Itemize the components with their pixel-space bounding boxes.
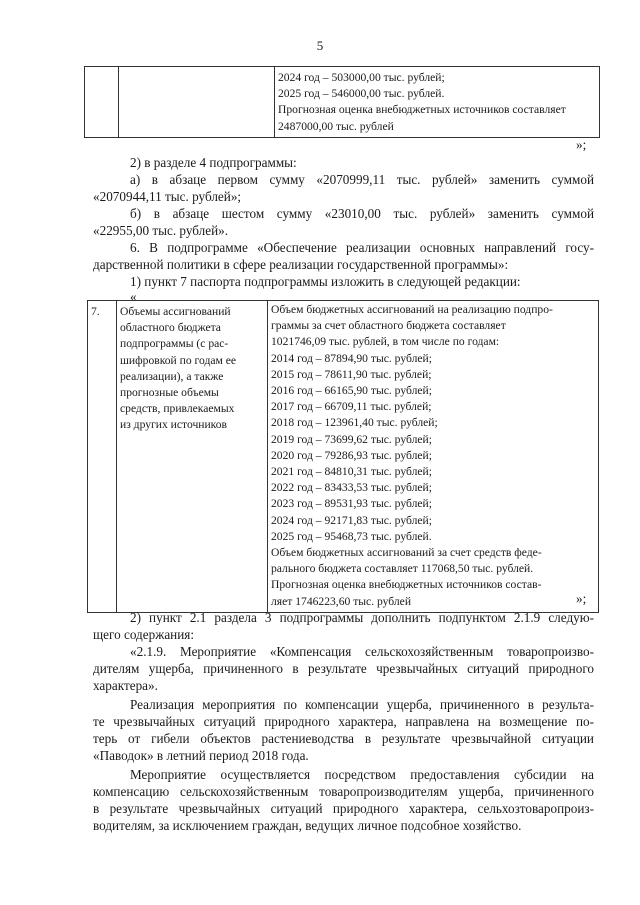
table-line: Объем бюджетных ассигнований за счет средств феде-	[271, 546, 542, 560]
passport-item-7-table	[87, 300, 599, 613]
paragraph-line: характера».	[93, 678, 158, 693]
paragraph-line: дарственной политики в сфере реализации государственной программы»:	[93, 257, 509, 272]
table-line: прогнозные объемы	[120, 386, 219, 400]
paragraph-line: 1) пункт 7 паспорта подпрограммы изложить в следующей редакции:	[130, 274, 521, 289]
table-line: 2022 год – 83433,53 тыс. рублей;	[271, 481, 432, 495]
paragraph-line: 2) в разделе 4 подпрограммы:	[130, 155, 297, 170]
table-cell-number: 7.	[88, 301, 117, 613]
paragraph-line: «Паводок» в летний период 2018 года.	[93, 748, 309, 763]
table-line: 2016 год – 66165,90 тыс. рублей;	[271, 384, 432, 398]
table-line: 2017 год – 66709,11 тыс. рублей;	[271, 400, 432, 414]
table-line: Объемы ассигнований	[120, 305, 231, 318]
table-line: Прогнозная оценка внебюджетных источников состав-	[271, 578, 542, 592]
table-line: 2487000,00 тыс. рублей	[278, 119, 394, 133]
table-line: областного бюджета	[120, 321, 221, 335]
page-number: 5	[316, 38, 324, 53]
paragraph-line: 2) пункт 2.1 раздела 3 подпрограммы дополнить подпунктом 2.1.9 следую-	[130, 610, 594, 625]
paragraph-line: щего содержания:	[93, 627, 195, 642]
table-line: 2024 год – 503000,00 тыс. рублей;	[278, 71, 445, 84]
paragraph-line: в результате чрезвычайных ситуаций природного характера, сельхозтоваропроиз-	[93, 801, 594, 816]
table-line: 2025 год – 546000,00 тыс. рублей.	[278, 87, 445, 101]
table-line: 2023 год – 89531,93 тыс. рублей;	[271, 497, 432, 511]
closing-quote-mark: »;	[576, 591, 587, 606]
table-line: из других источников	[120, 418, 227, 432]
paragraph-line: а) в абзаце первом сумму «2070999,11 тыс. рублей» заменить суммой	[130, 172, 594, 187]
paragraph-line: терь от гибели объектов растениеводства в результате чрезвычайной ситуации	[93, 731, 594, 746]
table-cell-label	[117, 301, 268, 613]
paragraph-line: Реализация мероприятия по компенсации ущерба, причиненного в результа-	[130, 697, 594, 712]
table-cell-number	[85, 67, 119, 138]
paragraph-line: «2.1.9. Мероприятие «Компенсация сельскохозяйственным товаропроизво-	[130, 644, 594, 659]
opening-quote-mark: «	[130, 289, 137, 304]
table-cell-label	[119, 67, 275, 138]
table-cell-content	[268, 301, 599, 613]
table-line: ляет 1746223,60 тыс. рублей	[271, 594, 412, 608]
table-line: 2018 год – 123961,40 тыс. рублей;	[271, 416, 438, 430]
paragraph-line: 6. В подпрограмме «Обеспечение реализации основных направлений госу-	[130, 240, 594, 255]
table-line: 2024 год – 92171,83 тыс. рублей;	[271, 513, 432, 527]
table-line: 2025 год – 95468,73 тыс. рублей.	[271, 529, 432, 543]
table-line: 2021 год – 84810,31 тыс. рублей;	[271, 465, 432, 479]
paragraph-line: водителям, за исключением граждан, ведущих личное подсобное хозяйство.	[93, 818, 522, 833]
paragraph-line: те чрезвычайных ситуаций природного характера, направлена на возмещение по-	[93, 714, 594, 729]
budget-table-continuation	[84, 66, 600, 138]
table-line: реализации), а также	[120, 369, 224, 383]
table-line: 2019 год – 73699,62 тыс. рублей;	[271, 432, 432, 446]
paragraph-line: компенсацию сельскохозяйственным товаропроизводителям ущерба, причиненного	[93, 784, 594, 799]
table-line: 1021746,09 тыс. рублей, в том числе по годам:	[271, 335, 500, 349]
table-line: подпрограммы (с рас-	[120, 337, 229, 351]
paragraph-line: «22955,00 тыс. рублей».	[93, 223, 229, 238]
table-line: 2015 год – 78611,90 тыс. рублей;	[271, 367, 432, 381]
paragraph-line: Мероприятие осуществляется посредством предоставления субсидии на	[130, 767, 594, 782]
table-line: Объем бюджетных ассигнований на реализацию подпро-	[271, 303, 553, 316]
table-line: рального бюджета составляет 117068,50 тыс. рублей.	[271, 562, 534, 576]
paragraph-line: «2070944,11 тыс. рублей»;	[93, 189, 242, 204]
paragraph-line: дителям ущерба, причиненного в результате чрезвычайных ситуаций природного	[93, 661, 594, 676]
table-line: граммы за счет областного бюджета составляет	[271, 319, 506, 333]
table-line: шифровкой по годам ее	[120, 353, 237, 367]
table-cell-content	[275, 67, 600, 138]
closing-quote-mark: »;	[576, 137, 587, 152]
table-line: Прогнозная оценка внебюджетных источников составляет	[278, 103, 566, 117]
table-line: 2020 год – 79286,93 тыс. рублей;	[271, 448, 432, 462]
paragraph-line: б) в абзаце шестом сумму «23010,00 тыс. рублей» заменить суммой	[130, 206, 594, 221]
table-line: средств, привлекаемых	[120, 402, 235, 416]
table-line: 2014 год – 87894,90 тыс. рублей;	[271, 351, 432, 365]
